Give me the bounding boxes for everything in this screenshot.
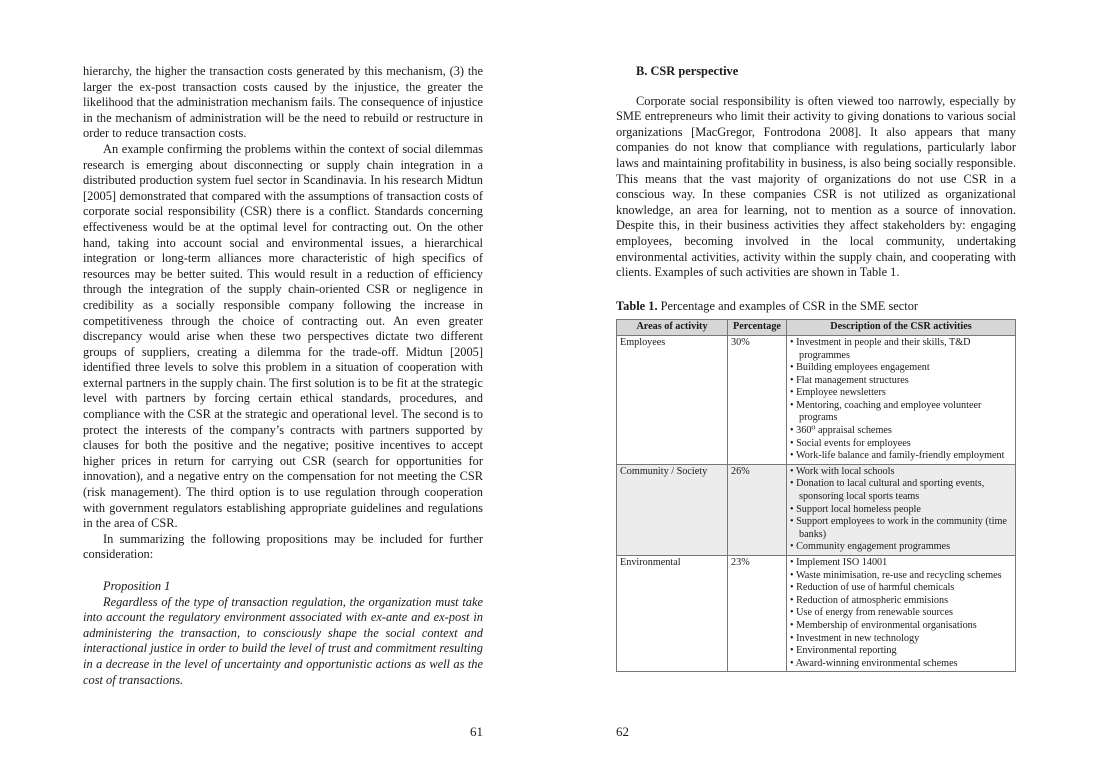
activity-item: • Implement ISO 14001 [790,557,1012,570]
area-cell: Community / Society [617,464,728,555]
right-page [550,0,1100,783]
activity-item: • Award-winning environmental schemes [790,658,1012,671]
header-percentage: Percentage [728,320,787,336]
activity-item: • Investment in new technology [790,633,1012,646]
activity-item: • Reduction of atmospheric emmisions [790,595,1012,608]
area-cell: Employees [617,335,728,464]
percentage-cell: 23% [728,556,787,672]
activity-item: • Support employees to work in the community (time banks) [790,516,1012,541]
table-caption-text: Percentage and examples of CSR in the SME sector [657,298,919,313]
activity-item: • Social events for employees [790,438,1012,451]
activity-item: • Community engagement programmes [790,541,1012,554]
activity-item: • Reduction of use of harmful chemicals [790,582,1012,595]
activity-item: • Support local homeless people [790,504,1012,517]
area-cell: Environmental [617,556,728,672]
table-row [617,464,1016,555]
activity-item: • Investment in people and their skills, T&D programmes [790,337,1012,362]
activity-list [790,337,1012,463]
table-header-row [617,320,1016,336]
activity-item: • Employee newsletters [790,387,1012,400]
section-heading: B. CSR perspective [636,64,739,78]
activity-item: • Work with local schools [790,466,1012,479]
description-cell [787,335,1016,464]
activity-item: • Membership of environmental organisations [790,620,1012,633]
activity-item: • Environmental reporting [790,645,1012,658]
header-areas: Areas of activity [617,320,728,336]
activity-item: • Waste minimisation, re-use and recycling schemes [790,570,1012,583]
activity-list [790,557,1012,670]
table-row [617,335,1016,464]
table-row [617,556,1016,672]
table-caption [616,299,1016,315]
activity-item: • Flat management structures [790,375,1012,388]
proposition-title: Proposition 1 [103,579,171,593]
activity-item: • 360⁰ appraisal schemes [790,425,1012,438]
body-paragraph: In summarizing the following propositions may be included for further consideration: [83,531,483,562]
header-description: Description of the CSR activities [787,320,1016,336]
left-text-column [83,64,483,688]
description-cell [787,556,1016,672]
table-caption-label: Table 1. [616,298,658,313]
activity-item: • Work-life balance and family-friendly employment [790,450,1012,463]
right-text-column [616,64,1016,672]
page-number: 62 [616,724,629,739]
activity-item: • Mentoring, coaching and employee volunteer programs [790,400,1012,425]
proposition-body: Regardless of the type of transaction regulation, the organization must take into account the regulatory environment associated with ex-ante and ex-post in administering the transaction, to consciously shape the social context and interactional justice in order to build the level of trust and commitment resulting in a decrease in the level of uncertainty and opportunistic actions as well as the cost of transactions. [83,594,483,687]
body-paragraph: hierarchy, the higher the transaction costs generated by this mechanism, (3) the larger the ex-post transaction costs caused by the injustice, the greater the likelihood that the administration mechanism fails. The consequence of injustice in the mechanism of administration will be the need to rebuild or restructure in order to reduce transaction costs. [83,64,483,141]
body-paragraph: An example confirming the problems within the context of social dilemmas research is emerging about disconnecting or supply chain integration in a distributed production system fuel sector in Scandinavia. In his research Midtun [2005] demonstrated that compared with the assumptions of transaction costs of corporate social responsibility (CSR) there is a conflict. Standards concerning effectiveness would be at the optimal level for contracting out. On the other hand, taking into account social and environmental issues, a hierarchical integration or long-term alliances more characteristic of high specifics of resources may be better suited. This would result in a reduction of efficiency through the integration of the supply chain-oriented CSR or negligence in credibility as a socially responsible company following the increase in competitiveness through the choice of contracting out. An even greater discrepancy would arise when these two perspectives dictate two different groups of suppliers, creating a dilemma for the trade-off. Midtun [2005] identified three levels to solve this problem in a situation of cooperation with external partners in the supply chain. The first solution is to be fit at the strategic level with partners by forcing certain ethical standards, procedures, and compliance with the CSR at the strategic and operational level. The second is to protect the interests of the company’s contracts with partners supported by clauses for both the positive and the negative; positive incentives to accept higher prices in return for carrying out CSR (search for opportunities for innovation), and a negative entry on the compensation for not meeting the CSR (risk management). The third option is to use regulation through cooperation with government regulators establishing appropriate guidelines and regulations in the area of CSR. [83,141,483,531]
csr-table [616,319,1016,672]
body-paragraph: Corporate social responsibility is often viewed too narrowly, especially by SME entrepreneurs who limit their activity to giving donations to various social organizations [MacGregor, Fontrodona 2008]. It also appears that many companies do not know that compliance with regulations, particularly labor laws and maintaining profitability in business, is also being socially responsible. This means that the vast majority of organizations do not use CSR in a conscious way. In these companies CSR is not utilized as organizational knowledge, an area for learning, not to mention as a source of innovation. Despite this, in their business activities they affect stakeholders by: engaging employees, becoming involved in the local community, undertaking environmental activities, activity within the supply chain, and cooperating with clients. Examples of such activities are shown in Table 1. [616,93,1016,280]
activity-list [790,466,1012,554]
activity-item: • Use of energy from renewable sources [790,607,1012,620]
percentage-cell: 26% [728,464,787,555]
activity-item: • Donation to lacal cultural and sporting events, sponsoring local sports teams [790,478,1012,503]
percentage-cell: 30% [728,335,787,464]
description-cell [787,464,1016,555]
page-number: 61 [470,724,483,739]
activity-item: • Building employees engagement [790,362,1012,375]
